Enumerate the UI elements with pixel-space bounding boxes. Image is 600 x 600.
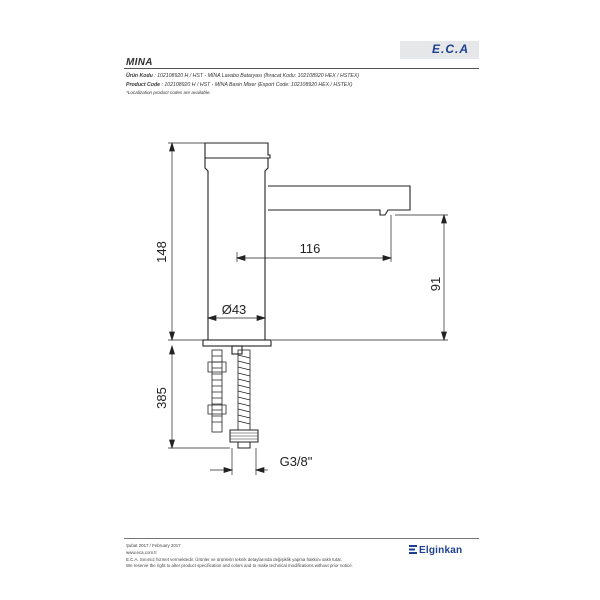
base-plate [203, 340, 271, 346]
elginkan-mark-icon [409, 545, 417, 554]
dim-connection-label: G3/8" [279, 454, 313, 469]
product-code-text-en: : 102108920 H / HST - MİNA Basin Mixer (Export Code: 102108920 HEX / HSTEX) [161, 82, 353, 88]
faucet-spout [268, 186, 410, 215]
elginkan-logo-text: Elginkan [419, 545, 463, 556]
dim-spout-height-label: 91 [428, 276, 443, 292]
footer-website: www.eca.com.tr [126, 550, 157, 555]
footer-notice-tr: E.C.A. Sınırsız hizmet vermektedir. Ürünler ve ürünlerin teknik detaylarında değişiklik yapma hakkını saklı tutar. [126, 557, 342, 562]
footer-notice-en: We reserve the right to alter product specification and colors and to make technical modifications without prior notice. [126, 563, 353, 568]
product-code-text-tr: : 102108920 H / HST - MİNA Lavabo Bataryası (İhracat Kodu: 102108920 HEX / HSTEX) [154, 73, 360, 79]
dim-total-height-label: 148 [154, 241, 169, 263]
supply-hoses [208, 350, 250, 432]
dim-body-diameter-label: Ø43 [221, 302, 247, 317]
product-name: MINA [126, 57, 153, 68]
localization-note: *Localization product codes are available. [126, 90, 211, 95]
dim-spout-reach-label: 116 [299, 241, 321, 256]
elginkan-logo [409, 545, 462, 556]
hose-nut [230, 430, 258, 448]
product-code-label-en: Product Code [126, 82, 161, 88]
dim-hose-length-label: 385 [154, 387, 169, 409]
footer-date: Şubat 2017 / February 2017 [126, 543, 181, 548]
eca-logo-text: E.C.A [431, 42, 469, 56]
footer-divider [124, 538, 479, 539]
lever-handle [205, 143, 270, 158]
product-code-label-tr: Ürün Kodu [126, 73, 153, 79]
